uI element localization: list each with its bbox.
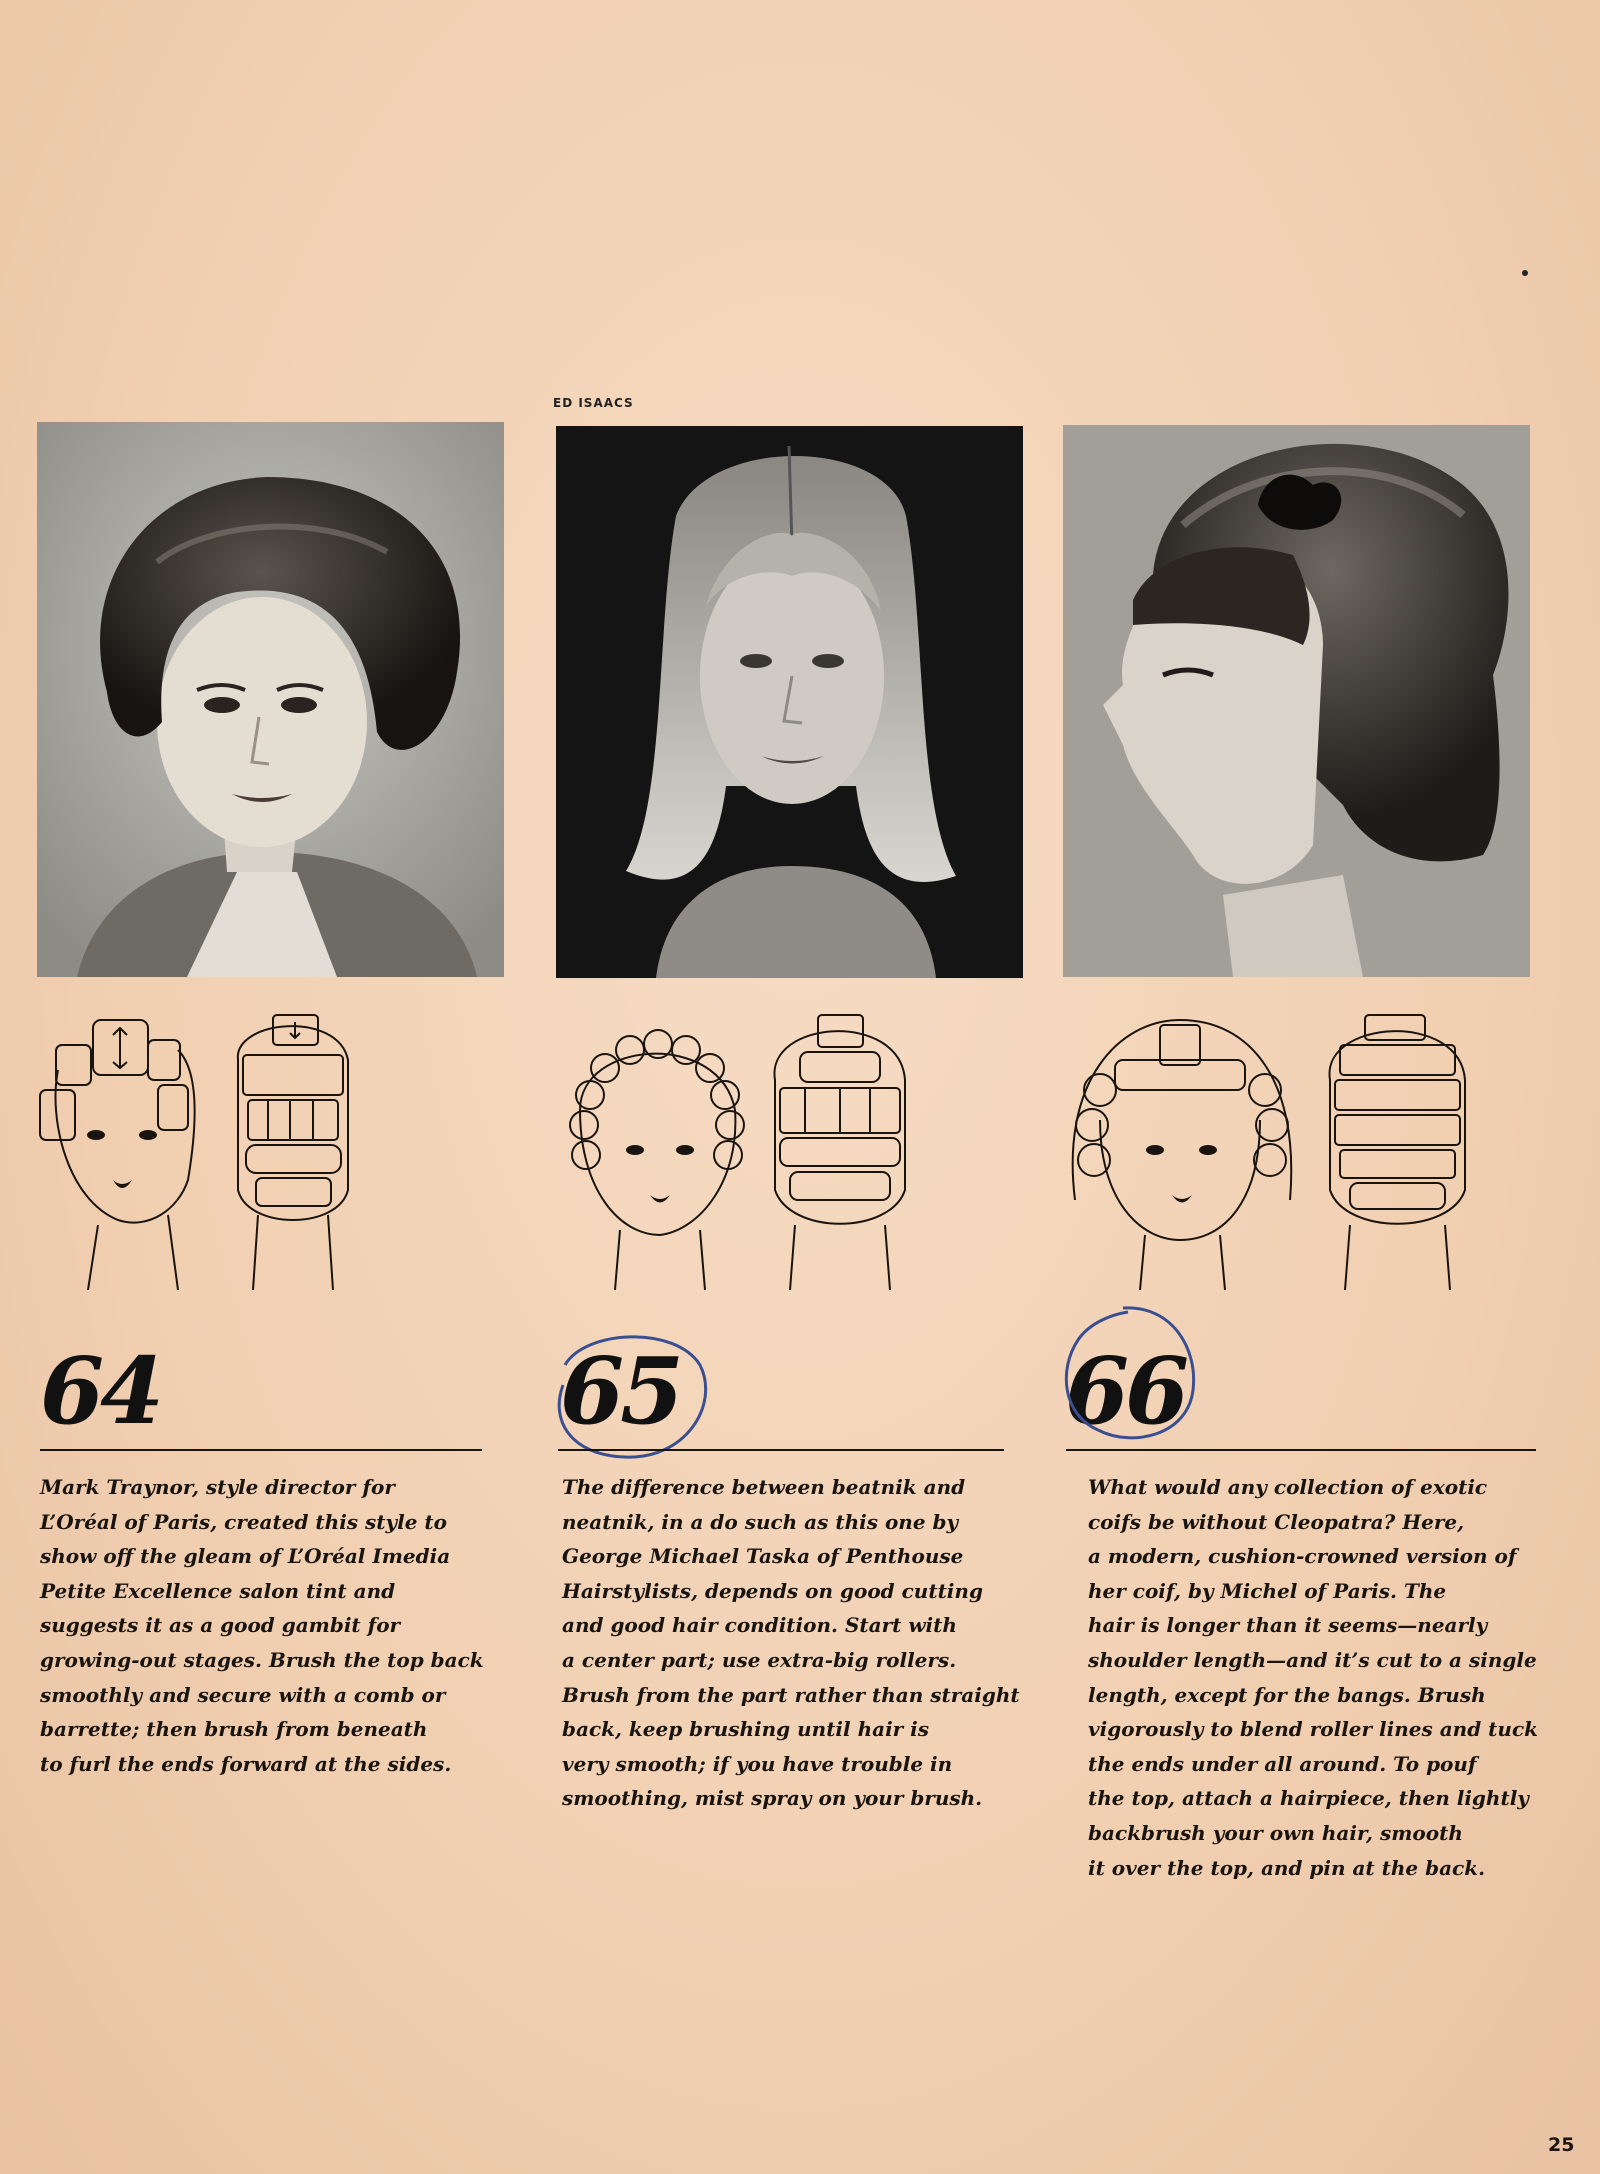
caption-line: hair is longer than it seems—nearly	[1088, 1613, 1488, 1638]
diagram-style-66	[1060, 1000, 1540, 1290]
caption-line: Petite Excellence salon tint and	[40, 1578, 396, 1603]
caption-line: smoothly and secure with a comb or	[40, 1682, 446, 1707]
divider-rule	[1066, 1449, 1536, 1451]
caption-line: length, except for the bangs. Brush	[1088, 1682, 1486, 1707]
roller-setting-diagram-icon	[1060, 1000, 1540, 1290]
caption-line: barrette; then brush from beneath	[40, 1717, 428, 1742]
caption-line: suggests it as a good gambit for	[40, 1613, 401, 1638]
caption-line: Brush from the part rather than straight	[562, 1682, 1020, 1707]
caption-line: coifs be without Cleopatra? Here,	[1088, 1509, 1465, 1534]
caption-style-64	[40, 1470, 484, 1781]
caption-style-65	[562, 1470, 1020, 1816]
divider-rule	[40, 1449, 482, 1451]
roller-setting-diagram-icon	[550, 1000, 1030, 1290]
caption-line: her coif, by Michel of Paris. The	[1088, 1578, 1447, 1603]
woman-profile-bouffant-portrait-icon	[1063, 425, 1530, 977]
caption-line: What would any collection of exotic	[1088, 1475, 1488, 1499]
caption-line: to furl the ends forward at the sides.	[40, 1751, 452, 1776]
woman-center-part-portrait-icon	[556, 426, 1023, 978]
caption-line: very smooth; if you have trouble in	[562, 1751, 953, 1776]
caption-line: a center part; use extra-big rollers.	[562, 1647, 957, 1672]
caption-style-66	[1088, 1470, 1538, 1885]
caption-line: show off the gleam of L’Oréal Imedia	[40, 1544, 451, 1569]
photo-style-66	[1063, 425, 1530, 977]
caption-line: Mark Traynor, style director for	[40, 1475, 395, 1499]
style-number-64: 64	[40, 1337, 161, 1445]
caption-line: vigorously to blend roller lines and tuck	[1088, 1717, 1538, 1742]
page-number: 25	[1548, 2134, 1575, 2156]
caption-line: Hairstylists, depends on good cutting	[562, 1578, 983, 1603]
print-speck	[1522, 270, 1528, 276]
caption-line: and good hair condition. Start with	[562, 1613, 957, 1638]
caption-line: back, keep brushing until hair is	[562, 1717, 930, 1742]
caption-line: shoulder length—and it’s cut to a single	[1088, 1647, 1537, 1672]
photo-credit: ED ISAACS	[553, 396, 634, 410]
caption-line: George Michael Taska of Penthouse	[562, 1544, 964, 1569]
caption-line: the top, attach a hairpiece, then lightly	[1088, 1786, 1529, 1811]
caption-line: smoothing, mist spray on your brush.	[562, 1786, 983, 1811]
roller-setting-diagram-icon	[28, 1000, 508, 1290]
woman-bouffant-portrait-icon	[37, 422, 504, 977]
caption-line: growing-out stages. Brush the top back	[40, 1647, 484, 1672]
caption-line: a modern, cushion-crowned version of	[1088, 1544, 1517, 1569]
photo-style-64	[37, 422, 504, 977]
caption-line: it over the top, and pin at the back.	[1088, 1855, 1486, 1880]
style-number-66: 66	[1065, 1337, 1186, 1445]
caption-line: The difference between beatnik and	[562, 1475, 966, 1499]
divider-rule	[558, 1449, 1004, 1451]
caption-line: neatnik, in a do such as this one by	[562, 1509, 959, 1534]
photo-style-65	[556, 426, 1023, 978]
caption-line: backbrush your own hair, smooth	[1088, 1820, 1463, 1845]
style-number-65: 65	[560, 1337, 681, 1445]
diagram-style-65	[550, 1000, 1030, 1290]
caption-line: the ends under all around. To pouf	[1088, 1751, 1477, 1776]
diagram-style-64	[28, 1000, 508, 1290]
caption-line: L’Oréal of Paris, created this style to	[40, 1509, 448, 1534]
